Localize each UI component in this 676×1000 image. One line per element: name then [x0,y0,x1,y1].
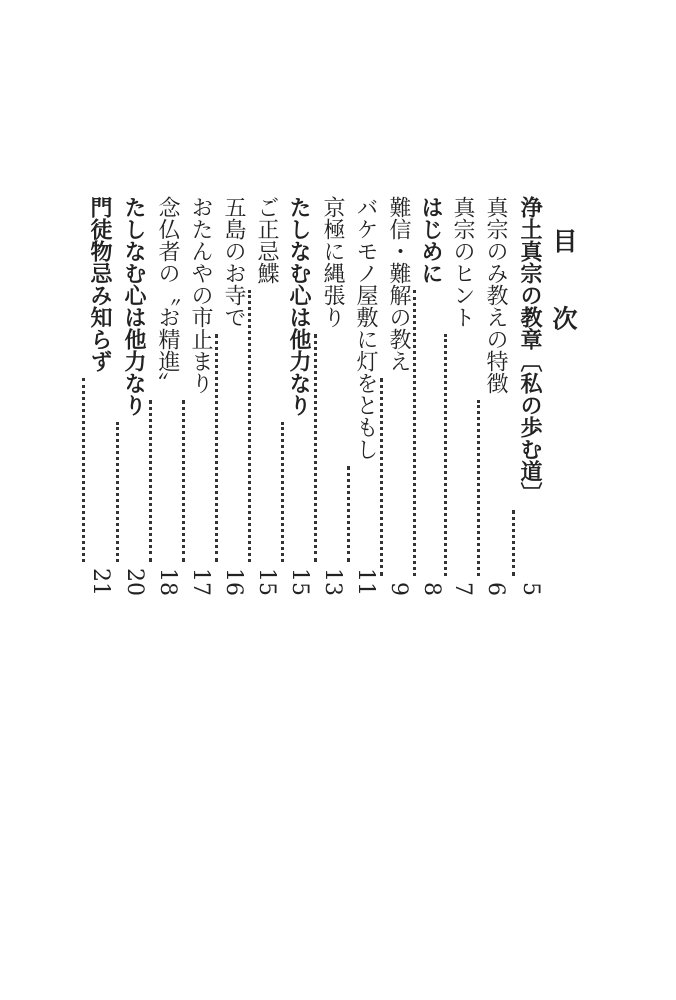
toc-entry [512,196,548,596]
toc-entry [477,196,513,596]
toc-entry [182,196,218,596]
entry-page-number: 13 [320,568,345,596]
toc-entry [149,196,185,596]
entry-title: たしなむ心は他力なり [286,196,312,416]
entry-title: 念仏者の〝お精進〟 [155,196,180,394]
entry-title: 五島のお寺で [221,196,246,328]
entry-title: はじめに [418,196,444,284]
entry-page-number: 9 [386,582,411,596]
entry-page-number: 7 [450,582,475,596]
toc-heading: 目 次 [549,228,578,353]
entry-title: バケモノ屋敷に灯をともし [353,196,378,460]
toc-entry [82,196,118,596]
entry-page-number: 18 [155,568,180,596]
entry-page-number: 5 [518,582,543,596]
entry-page-number: 15 [254,568,279,596]
entry-title: 真宗のヒント [450,196,475,328]
toc-entry [314,196,350,596]
entry-title: ご正忌鰈 [254,196,279,284]
toc-entry [444,196,480,596]
entry-page-number: 21 [88,568,113,596]
entry-title: たしなむ心は他力なり [121,196,147,416]
entry-page-number: 11 [353,568,378,596]
toc-entry [347,196,383,596]
toc-entry [413,196,449,596]
entry-page-number: 15 [287,568,312,596]
dot-leader [82,378,85,562]
entry-title: おたんやの市止まり [188,196,213,394]
entry-title: 真宗のみ教えの特徴 [483,196,508,394]
toc-entry [248,196,284,596]
entry-page-number: 6 [483,582,508,596]
entry-title: 難信・難解の教え [386,196,411,372]
toc-entry [116,196,152,596]
toc-entry [215,196,251,596]
toc-entry [281,196,317,596]
entry-title: 京極に縄張り [320,196,345,328]
entry-page-number: 16 [221,568,246,596]
entry-title: 門徒物忌み知らず [87,196,113,372]
entry-page-number: 8 [419,582,444,596]
entry-title: 浄土真宗の教章〔私の歩む道〕 [517,196,543,504]
entry-page-number: 20 [122,568,147,596]
toc-entry [380,196,416,596]
entry-page-number: 17 [188,568,213,596]
